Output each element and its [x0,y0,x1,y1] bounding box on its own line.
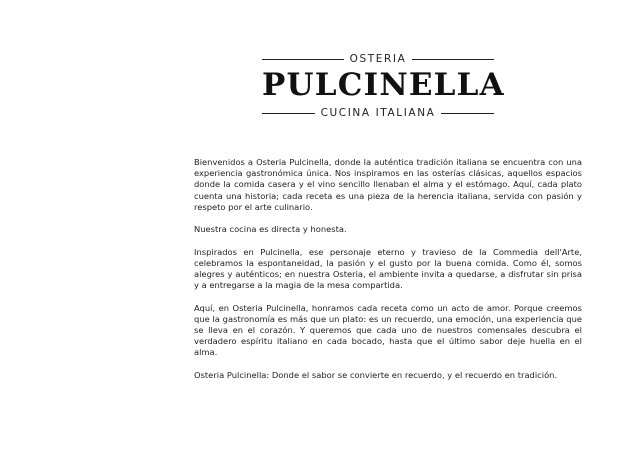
paragraph-pulcinella: Inspirados en Pulcinella, ese personaje eterno y travieso de la Commedia dell'Arte, celebramos la espontaneidad, la pasión y el gusto por la buena comida. Como él, somos alegres y auténticos; en nuestra Osteria, el ambiente invita a quedarse, a disfrutar sin prisa y a entregarse a la magia de la mesa compartida. [194,246,582,291]
logo-bottom-row [262,106,494,120]
logo-rule-left-top [262,59,344,60]
logo-top-row [262,52,494,66]
logo-rule-left-bottom [262,113,315,114]
logo [262,50,505,122]
paragraph-tagline: Osteria Pulcinella: Donde el sabor se convierte en recuerdo, y el recuerdo en tradición. [194,369,558,380]
logo-rule-right-top [412,59,494,60]
logo-top-text: OSTERIA [349,53,407,65]
paragraph-intro: Bienvenidos a Osteria Pulcinella, donde la auténtica tradición italiana se encuentra con una experiencia gastronómica única. Nos inspiramos en las osterías clásicas, aquellos espacios donde la comida casera y el vino sencillo llenaban el alma y el estómago. Aquí, cada plato cuenta una historia; cada receta es una pieza de la herencia italiana, servida con pasión y respeto por el arte culinario. [194,157,582,212]
paragraph-cuisine: Nuestra cocina es directa y honesta. [194,224,347,235]
logo-bottom-text: CUCINA ITALIANA [320,107,436,119]
logo-name: PULCINELLA [262,67,505,103]
paragraph-love: Aquí, en Osteria Pulcinella, honramos cada receta como un acto de amor. Porque creemos que la gastronomía es más que un plato: es un recuerdo, una emoción, una experiencia que se lleva en el corazón. Y queremos que cada uno de nuestros comensales descubra el verdadero espíritu italiano en cada bocado, hasta que el último sabor deje huella en el alma. [194,302,582,358]
logo-rule-right-bottom [441,113,494,114]
body-text [194,157,582,381]
